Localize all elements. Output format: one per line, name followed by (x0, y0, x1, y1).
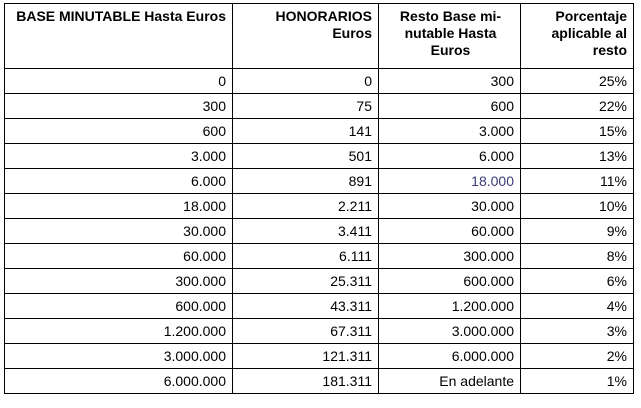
cell-resto: En adelante (379, 369, 521, 394)
cell-resto: 1.200.000 (379, 294, 521, 319)
cell-porcentaje: 6% (521, 269, 634, 294)
table-row (5, 219, 634, 244)
cell-porcentaje: 10% (521, 194, 634, 219)
cell-honorarios: 67.311 (233, 319, 379, 344)
cell-honorarios: 2.211 (233, 194, 379, 219)
cell-honorarios: 75 (233, 94, 379, 119)
cell-resto: 300.000 (379, 244, 521, 269)
table-row (5, 69, 634, 94)
cell-base: 18.000 (5, 194, 233, 219)
cell-porcentaje: 11% (521, 169, 634, 194)
cell-honorarios: 25.311 (233, 269, 379, 294)
table-body (5, 69, 634, 394)
cell-honorarios: 891 (233, 169, 379, 194)
table-row (5, 369, 634, 394)
cell-porcentaje: 15% (521, 119, 634, 144)
cell-porcentaje: 2% (521, 344, 634, 369)
cell-resto: 18.000 (379, 169, 521, 194)
cell-honorarios: 501 (233, 144, 379, 169)
cell-honorarios: 6.111 (233, 244, 379, 269)
table-row (5, 194, 634, 219)
table-row (5, 169, 634, 194)
cell-base: 60.000 (5, 244, 233, 269)
cell-honorarios: 181.311 (233, 369, 379, 394)
cell-porcentaje: 25% (521, 69, 634, 94)
table-header (5, 4, 634, 69)
cell-resto: 600.000 (379, 269, 521, 294)
table-row (5, 94, 634, 119)
cell-porcentaje: 13% (521, 144, 634, 169)
cell-base: 300 (5, 94, 233, 119)
cell-porcentaje: 22% (521, 94, 634, 119)
cell-base: 3.000 (5, 144, 233, 169)
cell-honorarios: 0 (233, 69, 379, 94)
cell-porcentaje: 8% (521, 244, 634, 269)
cell-base: 3.000.000 (5, 344, 233, 369)
cell-base: 6.000 (5, 169, 233, 194)
header-porcentaje: Porcentaje aplicable al resto (521, 4, 634, 69)
cell-base: 1.200.000 (5, 319, 233, 344)
cell-honorarios: 3.411 (233, 219, 379, 244)
cell-base: 600.000 (5, 294, 233, 319)
cell-resto: 6.000.000 (379, 344, 521, 369)
fee-scale-table (4, 3, 634, 394)
cell-honorarios: 141 (233, 119, 379, 144)
cell-porcentaje: 9% (521, 219, 634, 244)
header-row (5, 4, 634, 69)
cell-resto: 600 (379, 94, 521, 119)
cell-resto: 30.000 (379, 194, 521, 219)
header-base-minutable: BASE MINUTABLE Hasta Euros (5, 4, 233, 69)
cell-base: 6.000.000 (5, 369, 233, 394)
cell-resto: 6.000 (379, 144, 521, 169)
header-honorarios: HONORARIOS Euros (233, 4, 379, 69)
cell-porcentaje: 3% (521, 319, 634, 344)
cell-resto: 3.000.000 (379, 319, 521, 344)
cell-honorarios: 43.311 (233, 294, 379, 319)
table-row (5, 294, 634, 319)
table-row (5, 144, 634, 169)
cell-resto: 3.000 (379, 119, 521, 144)
table-row (5, 319, 634, 344)
header-resto-base: Resto Base mi-nutable Hasta Euros (379, 4, 521, 69)
table-row (5, 269, 634, 294)
table-row (5, 119, 634, 144)
cell-honorarios: 121.311 (233, 344, 379, 369)
cell-base: 600 (5, 119, 233, 144)
table-row (5, 244, 634, 269)
cell-base: 300.000 (5, 269, 233, 294)
cell-base: 0 (5, 69, 233, 94)
cell-resto: 60.000 (379, 219, 521, 244)
cell-base: 30.000 (5, 219, 233, 244)
cell-resto: 300 (379, 69, 521, 94)
cell-porcentaje: 1% (521, 369, 634, 394)
cell-porcentaje: 4% (521, 294, 634, 319)
fee-scale-table-container (4, 3, 634, 394)
table-row (5, 344, 634, 369)
